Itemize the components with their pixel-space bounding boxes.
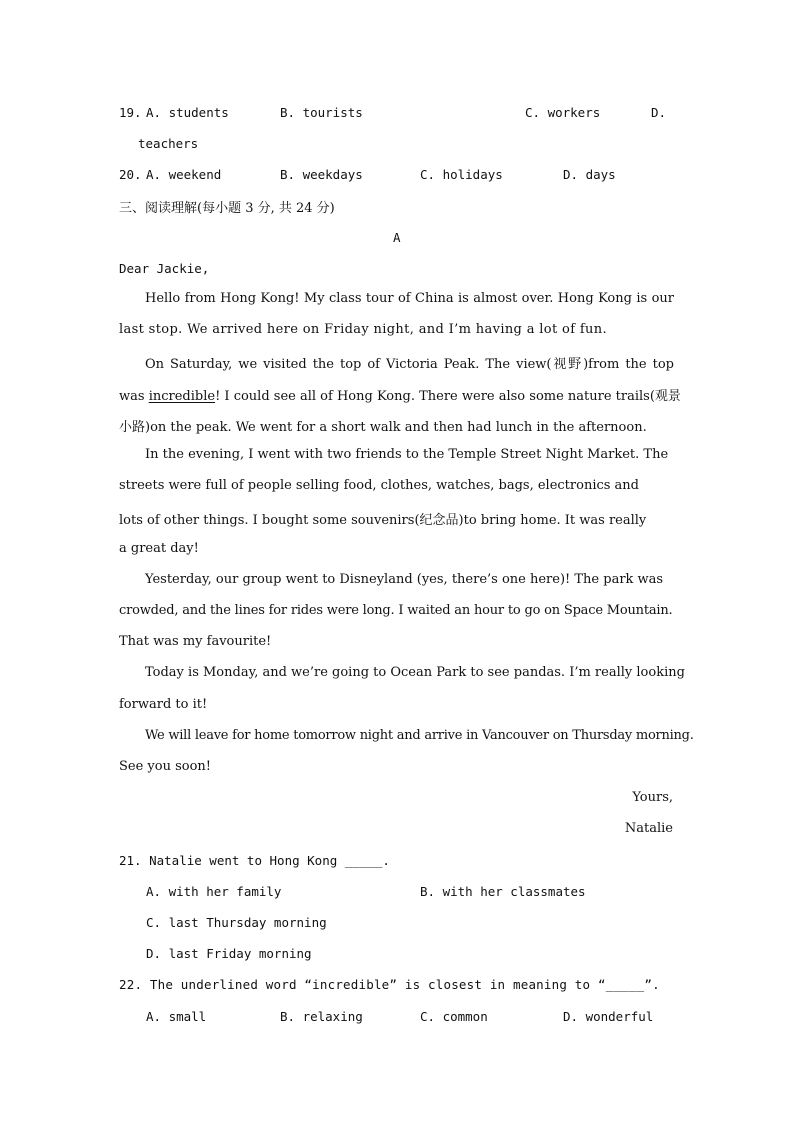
letter-line: That was my favourite!: [119, 634, 272, 649]
letter-line: forward to it!: [119, 697, 208, 712]
option-a: A. students: [146, 105, 229, 120]
option-a: A. weekend: [146, 167, 222, 182]
letter-line: last stop. We arrived here on Friday night, and I’m having a lot of fun.: [119, 322, 607, 337]
option-d: D.: [651, 105, 667, 120]
underlined-word: incredible: [148, 389, 216, 404]
letter-line: Yesterday, our group went to Disneyland (yes, there’s one here)! The park was: [145, 572, 664, 587]
question-stem: 21. Natalie went to Hong Kong _____.: [119, 853, 390, 868]
letter-line: a great day!: [119, 541, 199, 556]
letter-signature: Natalie: [624, 821, 673, 836]
letter-line: streets were full of people selling food, clothes, watches, bags, electronics and: [119, 478, 640, 493]
option-b: B. weekdays: [280, 167, 363, 182]
option-d: D. last Friday morning: [146, 946, 312, 961]
letter-line: Today is Monday, and we’re going to Ocean Park to see pandas. I’m really looking: [145, 665, 685, 680]
option-d: D. days: [563, 167, 616, 182]
letter-line: On Saturday, we visited the top of Victoria Peak. The view(视野)from the top: [145, 357, 674, 372]
section-heading: 三、阅读理解(每小题 3 分, 共 24 分): [119, 201, 335, 216]
letter-line: We will leave for home tomorrow night and arrive in Vancouver on Thursday morning.: [145, 728, 694, 743]
option-c: C. holidays: [420, 167, 503, 182]
question-number: 19.: [119, 105, 142, 120]
letter-line: crowded, and the lines for rides were long. I waited an hour to go on Space Mountain.: [119, 603, 673, 618]
option-b: B. relaxing: [280, 1009, 363, 1024]
option-b: B. with her classmates: [420, 884, 586, 899]
letter-line: See you soon!: [119, 759, 212, 774]
letter-line: In the evening, I went with two friends to the Temple Street Night Market. The: [145, 447, 669, 462]
question-stem: 22. The underlined word “incredible” is closest in meaning to “_____”.: [119, 977, 660, 992]
passage-label: A: [393, 230, 401, 245]
option-a: A. small: [146, 1009, 207, 1024]
option-b: B. tourists: [280, 105, 363, 120]
letter-closing: Yours,: [632, 790, 673, 805]
option-a: A. with her family: [146, 884, 282, 899]
letter-greeting: Dear Jackie,: [119, 261, 210, 276]
option-d-text: teachers: [138, 136, 199, 151]
letter-line: was incredible! I could see all of Hong Kong. There were also some nature trails(观景: [119, 389, 681, 404]
letter-line: lots of other things. I bought some souvenirs(纪念品)to bring home. It was really: [119, 513, 647, 528]
letter-line: 小路)on the peak. We went for a short walk and then had lunch in the afternoon.: [119, 420, 647, 435]
option-c: C. workers: [525, 105, 601, 120]
option-d: D. wonderful: [563, 1009, 654, 1024]
option-c: C. last Thursday morning: [146, 915, 327, 930]
question-number: 20.: [119, 167, 142, 182]
letter-line: Hello from Hong Kong! My class tour of China is almost over. Hong Kong is our: [145, 291, 674, 306]
option-c: C. common: [420, 1009, 488, 1024]
